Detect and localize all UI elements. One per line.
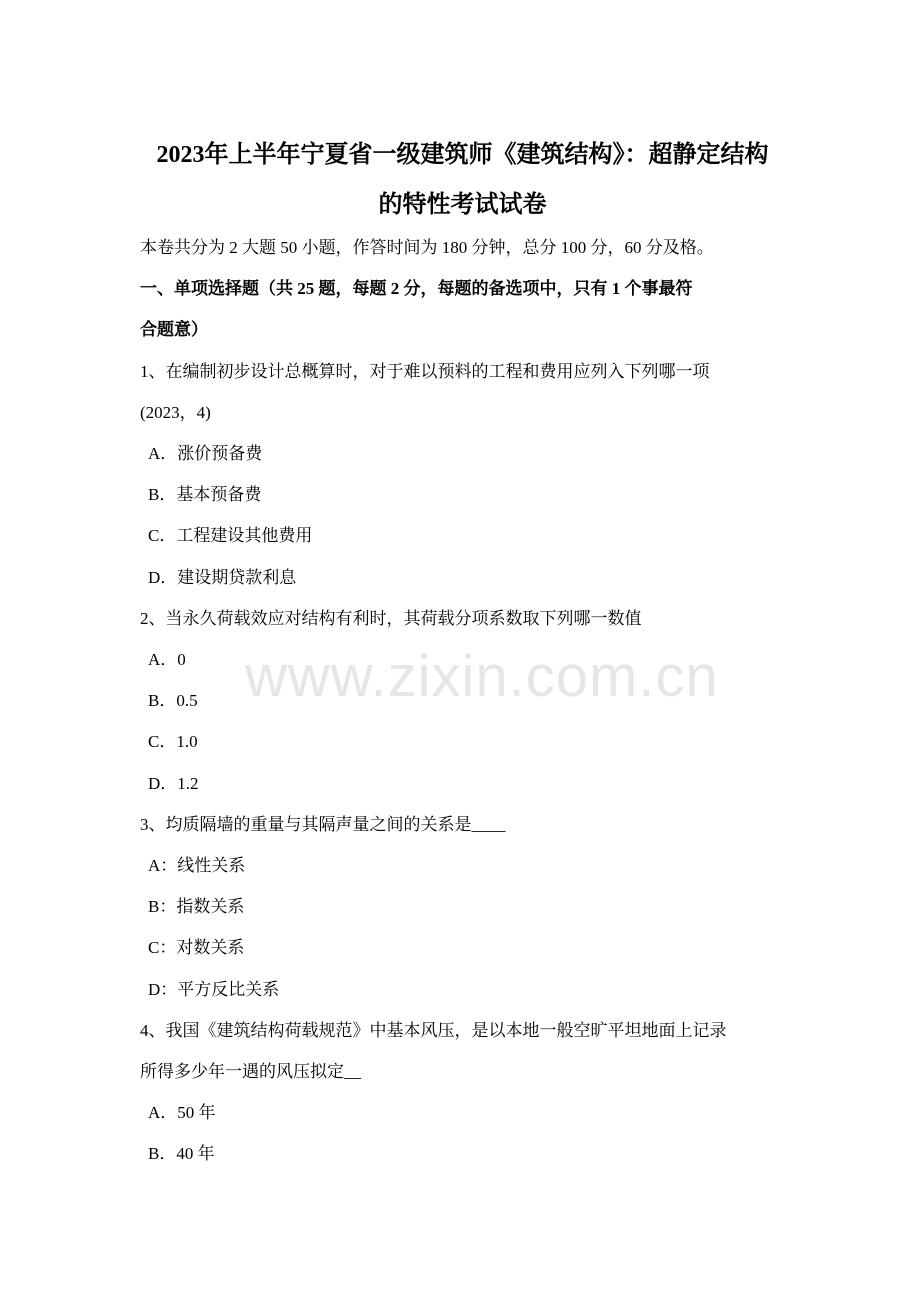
answer-option: B．基本预备费	[148, 485, 262, 505]
answer-option: A：线性关系	[148, 856, 246, 876]
answer-option: D．1.2	[148, 773, 199, 793]
title-line-1: 2023年上半年宁夏省一级建筑师《建筑结构》：超静定结构	[156, 142, 769, 168]
answer-option: C．工程建设其他费用	[148, 526, 313, 546]
document-body	[140, 227, 790, 1175]
answer-option: B．0.5	[148, 691, 198, 711]
question-text: 3、均质隔墙的重量与其隔声量之间的关系是____	[140, 814, 506, 834]
document-title	[140, 130, 785, 230]
section-heading-cont: 合题意）	[140, 320, 208, 340]
watermark: www.zixin.com.cn	[245, 644, 719, 709]
answer-option: D：平方反比关系	[148, 979, 280, 999]
question-text: 4、我国《建筑结构荷载规范》中基本风压，是以本地一般空旷平坦地面上记录	[140, 1020, 727, 1040]
answer-option: A．涨价预备费	[148, 444, 263, 464]
answer-option: A．50 年	[148, 1103, 216, 1123]
answer-option: C．1.0	[148, 732, 198, 752]
answer-option: A．0	[148, 650, 186, 670]
answer-option: D．建设期贷款利息	[148, 567, 297, 587]
answer-option: B：指数关系	[148, 897, 245, 917]
answer-option: C：对数关系	[148, 938, 245, 958]
question-text: 1、在编制初步设计总概算时，对于难以预料的工程和费用应列入下列哪一项	[140, 361, 710, 381]
question-text: 所得多少年一遇的风压拟定__	[140, 1062, 361, 1082]
question-text: 2、当永久荷载效应对结构有利时，其荷载分项系数取下列哪一数值	[140, 608, 642, 628]
section-heading: 一、单项选择题（共 25 题，每题 2 分，每题的备选项中，只有 1 个事最符	[140, 279, 693, 299]
intro-text: 本卷共分为 2 大题 50 小题，作答时间为 180 分钟，总分 100 分，60 分及格。	[140, 238, 714, 257]
title-line-2: 的特性考试试卷	[378, 192, 547, 218]
answer-option: B．40 年	[148, 1144, 215, 1164]
question-text: (2023，4)	[140, 402, 211, 422]
question-list	[140, 351, 790, 1175]
